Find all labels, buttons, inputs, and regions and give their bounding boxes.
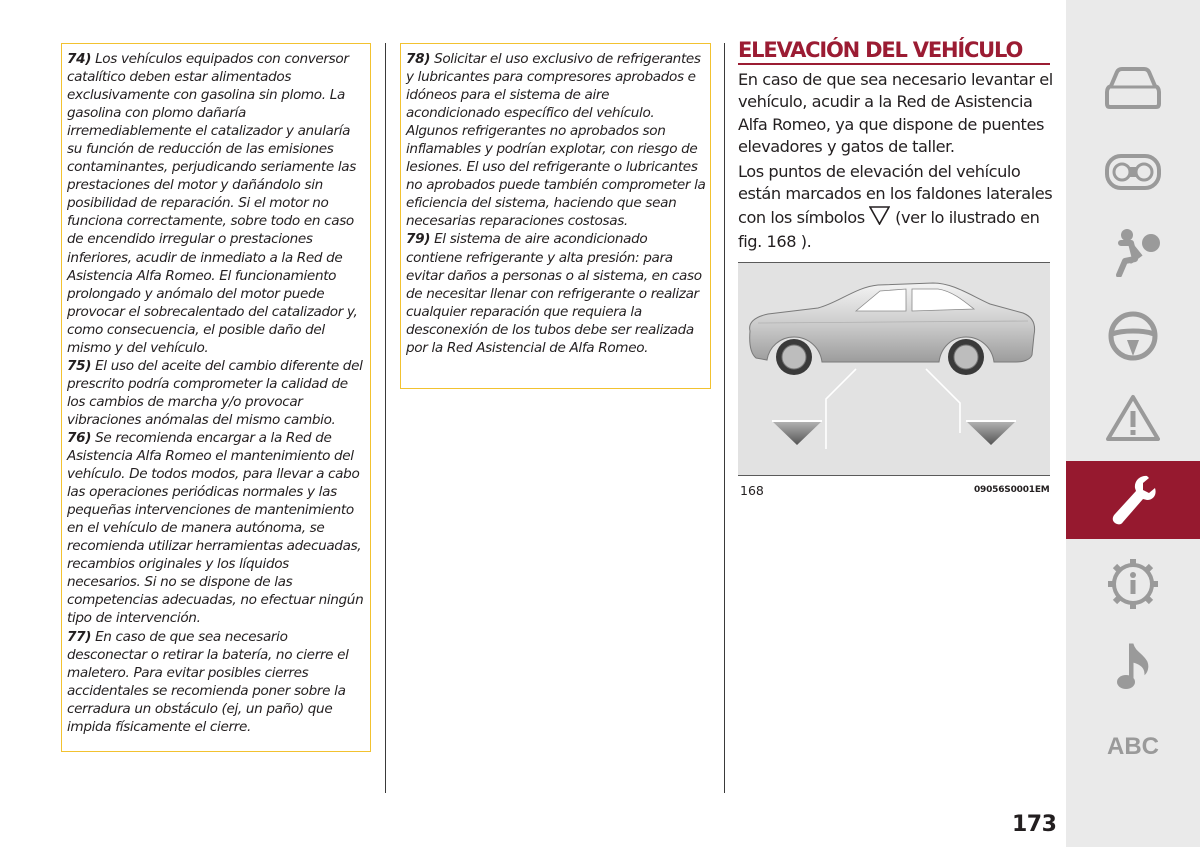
note-number: 79): [406, 231, 431, 248]
note-text: El uso del aceite del cambio diferente del prescrito podría comprometer la calidad de los cambios de marcha y/o provocar vibraciones anómalas del mismo cambio.: [67, 357, 363, 428]
wrench-icon[interactable]: [1066, 461, 1200, 539]
figure-number: 168: [740, 483, 764, 498]
lift-point-rear-icon: [966, 421, 1016, 445]
notes-list-col2: [406, 50, 706, 357]
paragraph-lifting-points-text-a: Los puntos de elevación del vehículo están marcados en los faldones laterales con los símbolos: [738, 162, 1053, 227]
note-item: [67, 429, 366, 628]
note-number: 77): [67, 628, 92, 645]
steering-wheel-icon[interactable]: [1066, 308, 1200, 364]
note-item: [67, 50, 366, 357]
paragraph-lifting-points-text-b: (ver lo ilustrado en fig. 168 ).: [738, 207, 1040, 251]
note-text: En caso de que sea necesario desconectar o retirar la batería, no cierre el maletero. Para evitar posibles cierres accidentales se recomienda poner sobre la cerradura un obstáculo (ej, un paño) que impida físicamente el cierre.: [67, 628, 349, 735]
note-text: Solicitar el uso exclusivo de refrigerantes y lubricantes para compresores aprobados e idóneos para el sistema de aire acondicionado específico del vehículo. Algunos refrigerantes no aprobados son inflamables y podrían explotar, con riesgo de lesiones. El uso del refrigerante o lubricantes no aprobados puede también comprometer la eficiencia del sistema, haciendo que sean necesarias reparaciones costosas.: [406, 51, 706, 230]
note-text: Se recomienda encargar a la Red de Asistencia Alfa Romeo el mantenimiento del vehículo. De todos modos, para llevar a cabo las operaciones periódicas normales y las pequeñas intervenciones de mantenimiento en el vehículo de manera autónoma, se recomienda utilizar herramientas adecuadas, recambios originales y los líquidos necesarios. Si no se dispone de las competencias adecuadas, no efectuar ningún tipo de intervención.: [67, 429, 364, 627]
gear-info-icon[interactable]: [1066, 556, 1200, 612]
dashboard-icon[interactable]: [1066, 148, 1200, 196]
column-divider-2: [724, 43, 725, 793]
page-number: 173: [1012, 812, 1057, 837]
lift-point-front-icon: [772, 421, 822, 445]
notes-list-col1: [67, 50, 366, 736]
chapter-sidebar: [1066, 0, 1200, 847]
notes-box-col2: [400, 43, 711, 389]
lift-point-symbol-icon: [869, 206, 890, 231]
column-divider-1: [385, 43, 386, 793]
note-item: [406, 50, 706, 230]
section-title: ELEVACIÓN DEL VEHÍCULO: [738, 38, 1023, 62]
car-icon[interactable]: [1066, 60, 1200, 116]
note-item: [67, 357, 366, 429]
note-text: El sistema de aire acondicionado contiene refrigerante y alta presión: para evitar daños a personas o al sistema, en caso de necesitar llenar con refrigerante o realizar cualquier reparación que requiera la desconexión de los tubos debe ser realizada por la Red Asistencial de Alfa Romeo.: [406, 231, 702, 356]
note-item: [406, 230, 706, 356]
section-title-underline: [738, 63, 1050, 65]
airbag-icon[interactable]: [1066, 226, 1200, 278]
paragraph-lifting-points: [738, 161, 1058, 253]
notes-box-col1: [61, 43, 371, 752]
note-text: Los vehículos equipados con conversor catalítico deben estar alimentados exclusivamente con gasolina sin plomo. La gasolina con plomo dañaría irremediablemente el catalizador y anularía su función de reducción de las emisiones contaminantes, perjudicando seriamente las prestaciones del motor y dañándolo sin posibilidad de reparación. Si el motor no funciona correctamente, sobre todo en caso de encendido irregular o prestaciones inferiores, acudir de inmediato a la Red de Asistencia Alfa Romeo. El funcionamiento prolongado y anómalo del motor puede provocar el sobrecalentado del catalizador y, como consecuencia, el posible daño del mismo y del vehículo.: [67, 51, 358, 356]
note-number: 75): [67, 357, 92, 374]
figure-vehicle-lift-points: [738, 262, 1050, 476]
music-note-icon[interactable]: [1066, 638, 1200, 694]
paragraph-lifting-intro: En caso de que sea necesario levantar el vehículo, acudir a la Red de Asistencia Alfa Romeo, ya que dispone de puentes elevadores y gatos de taller.: [738, 70, 1053, 156]
figure-code: 09056S0001EM: [974, 485, 1050, 495]
note-number: 76): [67, 429, 92, 446]
note-number: 78): [406, 51, 431, 67]
car-lift-illustration: [738, 263, 1050, 475]
warning-triangle-icon[interactable]: [1066, 392, 1200, 444]
note-number: 74): [67, 51, 92, 67]
note-item: [67, 628, 366, 736]
abc-index[interactable]: ABC: [1107, 733, 1159, 760]
